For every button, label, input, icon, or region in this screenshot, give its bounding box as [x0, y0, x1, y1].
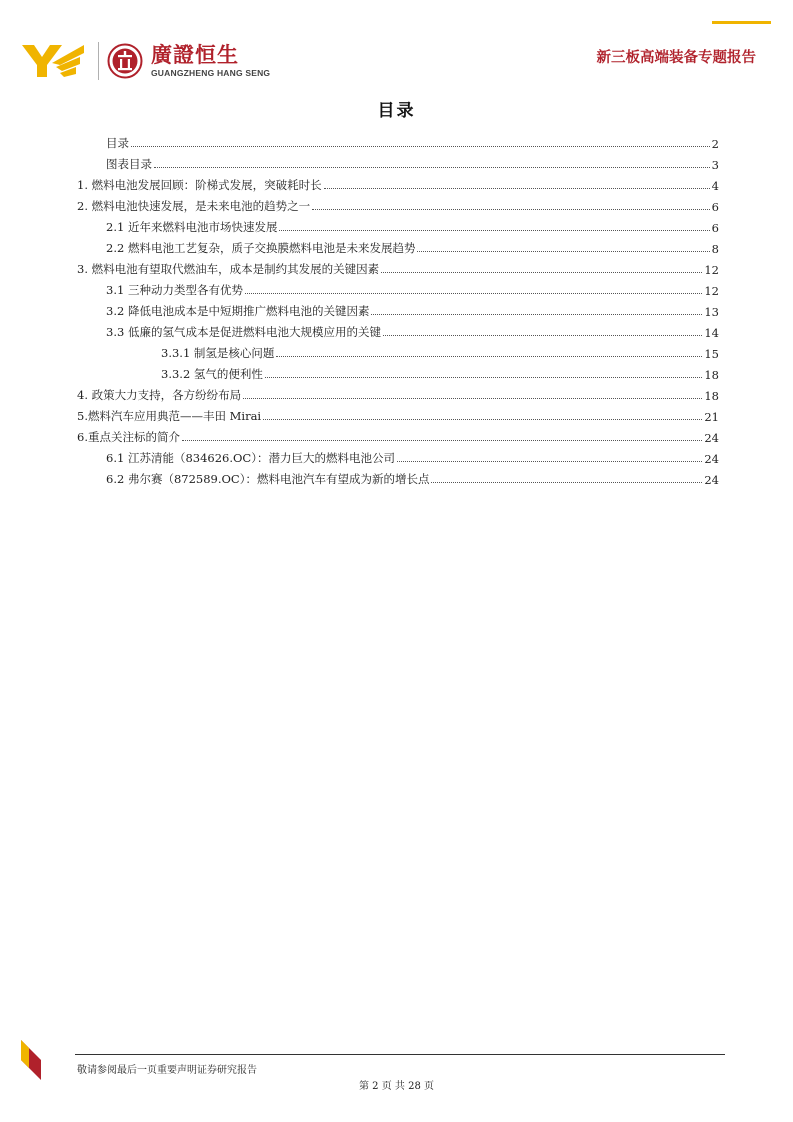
toc-leader: [131, 146, 710, 147]
toc-entry-label: 3.3.2 氢气的便利性: [161, 367, 263, 381]
toc-leader: [381, 272, 702, 273]
toc-entry-label: 2. 燃料电池快速发展，是未来电池的趋势之一: [77, 199, 311, 213]
logo-separator: [98, 42, 99, 80]
toc-entry-label: 6.1 江苏清能（834626.OC）：潜力巨大的燃料电池公司: [106, 451, 395, 465]
ye-logo-icon: [22, 43, 84, 79]
toc-entry-page: 21: [704, 410, 719, 424]
toc-entry-page: 15: [704, 347, 719, 361]
report-title: 新三板高端装备专题报告: [596, 50, 756, 66]
toc-entry[interactable]: [77, 404, 719, 424]
toc-entry-page: 3: [711, 158, 719, 172]
toc-entry-label: 目录: [106, 136, 129, 150]
toc-entry-page: 6: [711, 200, 719, 214]
toc-entry[interactable]: [106, 446, 719, 466]
toc-leader: [243, 398, 702, 399]
toc-heading: 目录: [377, 101, 416, 121]
toc-leader: [265, 377, 702, 378]
toc-entry-page: 6: [711, 221, 719, 235]
toc-entry-label: 2.1 近年来燃料电池市场快速发展: [106, 220, 278, 234]
toc-entry-page: 24: [704, 431, 719, 445]
toc-entry[interactable]: [106, 467, 719, 487]
toc-entry[interactable]: [106, 215, 719, 235]
toc-entry-label: 2.2 燃料电池工艺复杂，质子交换膜燃料电池是未来发展趋势: [106, 241, 416, 255]
toc-entry-page: 24: [704, 452, 719, 466]
toc-leader: [383, 335, 702, 336]
toc-entry-page: 8: [711, 242, 719, 256]
toc-entry-page: 14: [704, 326, 719, 340]
toc-entry[interactable]: [77, 383, 719, 403]
toc-entry-label: 图表目录: [106, 157, 152, 171]
toc-entry-label: 3.3 低廉的氢气成本是促进燃料电池大规模应用的关键: [106, 325, 381, 339]
toc-entry-page: 13: [704, 305, 719, 319]
toc-entry-page: 18: [704, 368, 719, 382]
toc-entry-label: 4. 政策大力支持，各方纷纷布局: [77, 388, 242, 402]
toc-entry[interactable]: [106, 152, 719, 172]
toc-leader: [154, 167, 710, 168]
logo-chinese-name: 廣證恒生: [151, 43, 239, 67]
footer-marker-icon: [21, 1040, 41, 1080]
toc-leader: [276, 356, 702, 357]
toc-entry-page: 2: [711, 137, 719, 151]
toc-entry[interactable]: [106, 236, 719, 256]
seal-logo-icon: [107, 43, 143, 79]
toc-entry-label: 3.2 降低电池成本是中短期推广燃料电池的关键因素: [106, 304, 370, 318]
toc-entry[interactable]: [106, 131, 719, 151]
footer-divider: [75, 1054, 725, 1055]
toc-entry[interactable]: [77, 257, 719, 277]
toc-entry-label: 1. 燃料电池发展回顾：阶梯式发展，突破耗时长: [77, 178, 322, 192]
toc-entry[interactable]: [77, 425, 719, 445]
toc-leader: [397, 461, 702, 462]
toc-leader: [245, 293, 702, 294]
toc-entry[interactable]: [106, 278, 719, 298]
company-logo: [22, 40, 270, 82]
logo-english-name: GUANGZHENG HANG SENG: [151, 68, 271, 78]
toc-leader: [417, 251, 709, 252]
toc-entry[interactable]: [77, 194, 719, 214]
toc-entry[interactable]: [77, 173, 719, 193]
toc-entry[interactable]: [161, 362, 719, 382]
toc-entry-label: 6.重点关注标的简介: [77, 430, 180, 444]
toc-leader: [312, 209, 710, 210]
toc-entry[interactable]: [106, 320, 719, 340]
toc-entry-page: 24: [704, 473, 719, 487]
toc-entry-page: 18: [704, 389, 719, 403]
toc-entry-label: 5.燃料汽车应用典范——丰田 Mirai: [77, 409, 262, 423]
toc-entry-page: 12: [704, 284, 719, 298]
toc-leader: [263, 419, 702, 420]
toc-leader: [279, 230, 709, 231]
page-indicator: 第 2 页 共 28 页: [359, 1081, 434, 1092]
toc-leader: [182, 440, 702, 441]
toc-entry-label: 3.1 三种动力类型各有优势: [106, 283, 243, 297]
toc-leader: [324, 188, 710, 189]
toc-entry-label: 3. 燃料电池有望取代燃油车，成本是制约其发展的关键因素: [77, 262, 380, 276]
toc-entry[interactable]: [161, 341, 719, 361]
toc-leader: [431, 482, 702, 483]
toc-entry-page: 12: [704, 263, 719, 277]
footer-disclaimer: 敬请参阅最后一页重要声明证券研究报告: [77, 1065, 257, 1076]
toc-leader: [371, 314, 702, 315]
toc-entry[interactable]: [106, 299, 719, 319]
toc-entry-label: 6.2 弗尔赛（872589.OC）：燃料电池汽车有望成为新的增长点: [106, 472, 430, 486]
header-accent-bar: [712, 21, 771, 24]
toc-entry-page: 4: [711, 179, 719, 193]
toc-entry-label: 3.3.1 制氢是核心问题: [161, 346, 275, 360]
